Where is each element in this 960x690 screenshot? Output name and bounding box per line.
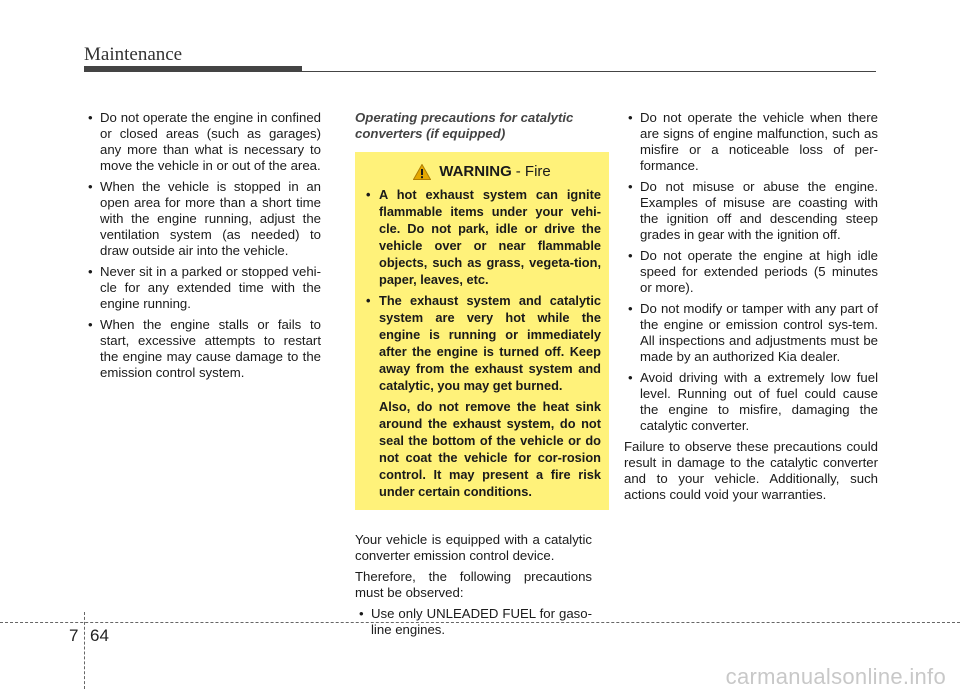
closing-paragraph: Failure to observe these precautions could result in damage to the catalytic converter and to your vehicle. Additionally, such actions could void your warranties.: [624, 439, 878, 502]
section-subheading: Operating precautions for catalytic converters (if equipped): [355, 110, 574, 141]
body-paragraph: Your vehicle is equipped with a catalytic converter emission control device.: [355, 532, 592, 563]
body-paragraph: Therefore, the following precautions must be observed:: [355, 569, 592, 600]
warning-title: WARNING: [439, 163, 512, 180]
page-title: Maintenance: [84, 44, 183, 65]
warning-box: [355, 152, 609, 510]
warning-list: [363, 186, 601, 394]
bullet-list: [84, 110, 321, 381]
list-item: • The exhaust system and catalytic system are very hot while the engine is running or immediately after the engine is turned off. Keep away from the exhaust system and catalytic, you may get burned.: [363, 292, 601, 394]
footer-divider: [0, 622, 960, 623]
list-item: • Use only UNLEADED FUEL for gaso-line engines.: [355, 606, 592, 638]
warning-header: [363, 164, 601, 180]
page-number: 64: [90, 626, 109, 645]
column-3: [624, 110, 878, 508]
warning-extra-text: Also, do not remove the heat sink around the exhaust system, do not seal the bottom of the vehicle or do not coat the vehicle for cor-rosion control. It may present a fire risk under certain conditions.: [379, 399, 601, 499]
warning-triangle-icon: [413, 164, 431, 180]
list-item: • A hot exhaust system can ignite flammable items under your vehi-cle. Do not park, idle or drive the vehicle over or near flammable objects, such as grass, vegeta-tion, paper, leaves, etc.: [363, 186, 601, 288]
list-item: • Avoid driving with a extremely low fuel level. Running out of fuel could cause the engine to misfire, damaging the catalytic converter.: [624, 370, 878, 434]
list-item: • Do not modify or tamper with any part of the engine or emission control sys-tem. All inspections and adjustments must be made by an authorized Kia dealer.: [624, 301, 878, 365]
list-item: • Do not misuse or abuse the engine. Examples of misuse are coasting with the ignition off and descending steep grades in gear with the ignition off.: [624, 179, 878, 243]
list-item: • Do not operate the vehicle when there are signs of engine malfunction, such as misfire or a noticeable loss of per-formance.: [624, 110, 878, 174]
list-item: • When the vehicle is stopped in an open area for more than a short time with the engine running, adjust the ventilation system (as needed) to draw outside air into the vehicle.: [84, 179, 321, 259]
bullet-list: [624, 110, 878, 434]
list-item: • When the engine stalls or fails to start, excessive attempts to restart the engine may cause damage to the emission control system.: [84, 317, 321, 381]
chapter-number: 7: [69, 626, 79, 645]
list-item: • Do not operate the engine in confined or closed areas (such as garages) any more than what is necessary to move the vehicle in or out of the area.: [84, 110, 321, 174]
watermark: carmanualsonline.info: [725, 664, 946, 689]
list-item: • Do not operate the engine at high idle speed for extended periods (5 minutes or more).: [624, 248, 878, 296]
warning-subject: - Fire: [515, 163, 551, 180]
header-rule-thin: [84, 71, 876, 72]
list-item: • Never sit in a parked or stopped vehi-cle for any extended time with the engine running.: [84, 264, 321, 312]
column-2: [355, 110, 601, 643]
column-1: [84, 110, 321, 386]
footer-vertical-rule: [84, 612, 85, 689]
